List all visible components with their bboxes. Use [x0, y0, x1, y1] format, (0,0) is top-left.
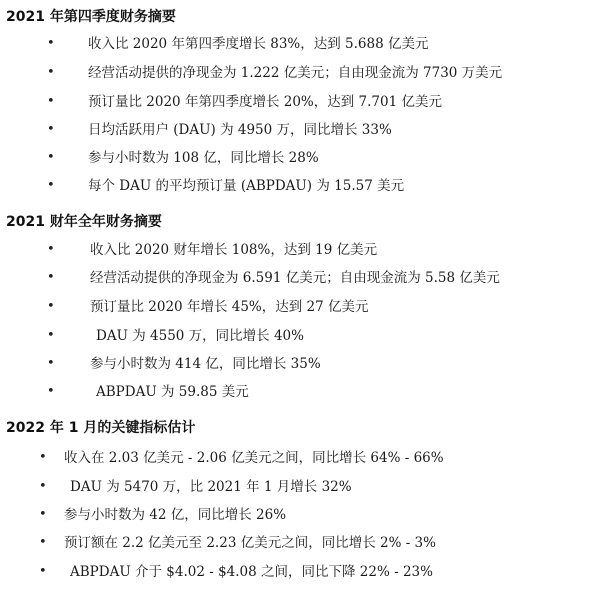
list-item-text: 参与小时数为 414 亿，同比增长 35%: [90, 356, 321, 372]
section-heading-fy-2021: 2021 财年全年财务摘要: [6, 214, 162, 230]
bullet-icon: •: [39, 535, 47, 550]
list-item-text: ABPDAU 为 59.85 美元: [96, 384, 249, 400]
list-item-text: DAU 为 4550 万，同比增长 40%: [96, 328, 304, 344]
list-item-text: 收入比 2020 财年增长 108%，达到 19 亿美元: [90, 242, 378, 258]
list-item: [0, 176, 600, 196]
bullet-icon: •: [47, 384, 55, 399]
bullet-icon: •: [47, 36, 55, 51]
list-item: [0, 354, 600, 374]
list-item: [0, 92, 600, 112]
bullet-icon: •: [47, 328, 55, 343]
list-item-text: 预订量比 2020 年增长 45%，达到 27 亿美元: [90, 299, 369, 315]
bullet-icon: •: [47, 94, 55, 109]
bullet-icon: •: [47, 299, 55, 314]
list-item-text: 日均活跃用户 (DAU) 为 4950 万，同比增长 33%: [88, 122, 392, 138]
list-item: [0, 120, 600, 140]
list-item: [0, 533, 600, 553]
bullet-icon: •: [47, 122, 55, 137]
list-item-text: ABPDAU 介于 $4.02 - $4.08 之间，同比下降 22% - 23%: [70, 564, 433, 580]
list-item: [0, 448, 600, 468]
bullet-icon: •: [47, 150, 55, 165]
list-item: [0, 477, 600, 497]
section-heading-q4-2021: 2021 年第四季度财务摘要: [6, 9, 176, 25]
list-item-text: 预订量比 2020 年第四季度增长 20%，达到 7.701 亿美元: [88, 94, 442, 110]
list-item: [0, 562, 600, 582]
list-item: [0, 382, 600, 402]
bullet-icon: •: [39, 479, 47, 494]
list-item: [0, 34, 600, 54]
list-item-text: 经营活动提供的净现金为 6.591 亿美元；自由现金流为 5.58 亿美元: [90, 270, 500, 286]
list-item-text: 收入比 2020 年第四季度增长 83%，达到 5.688 亿美元: [88, 36, 429, 52]
list-item: [0, 63, 600, 83]
list-item-text: 每个 DAU 的平均预订量 (ABPDAU) 为 15.57 美元: [88, 178, 405, 194]
list-item: [0, 240, 600, 260]
bullet-icon: •: [47, 356, 55, 371]
list-item: [0, 326, 600, 346]
list-item-text: 预订额在 2.2 亿美元至 2.23 亿美元之间，同比增长 2% - 3%: [64, 535, 436, 551]
bullet-icon: •: [47, 270, 55, 285]
bullet-icon: •: [47, 242, 55, 257]
list-item-text: 参与小时数为 108 亿，同比增长 28%: [88, 150, 319, 166]
list-item-text: 经营活动提供的净现金为 1.222 亿美元；自由现金流为 7730 万美元: [88, 65, 503, 81]
section-heading-jan-2022-estimates: 2022 年 1 月的关键指标估计: [6, 420, 196, 436]
list-item-text: DAU 为 5470 万，比 2021 年 1 月增长 32%: [70, 479, 352, 495]
bullet-icon: •: [39, 564, 47, 579]
list-item-text: 参与小时数为 42 亿，同比增长 26%: [64, 507, 287, 523]
bullet-icon: •: [47, 65, 55, 80]
list-item: [0, 148, 600, 168]
list-item: [0, 297, 600, 317]
list-item: [0, 268, 600, 288]
bullet-icon: •: [39, 507, 47, 522]
list-item-text: 收入在 2.03 亿美元 - 2.06 亿美元之间，同比增长 64% - 66%: [64, 450, 444, 466]
bullet-icon: •: [39, 450, 47, 465]
bullet-icon: •: [47, 178, 55, 193]
list-item: [0, 505, 600, 525]
